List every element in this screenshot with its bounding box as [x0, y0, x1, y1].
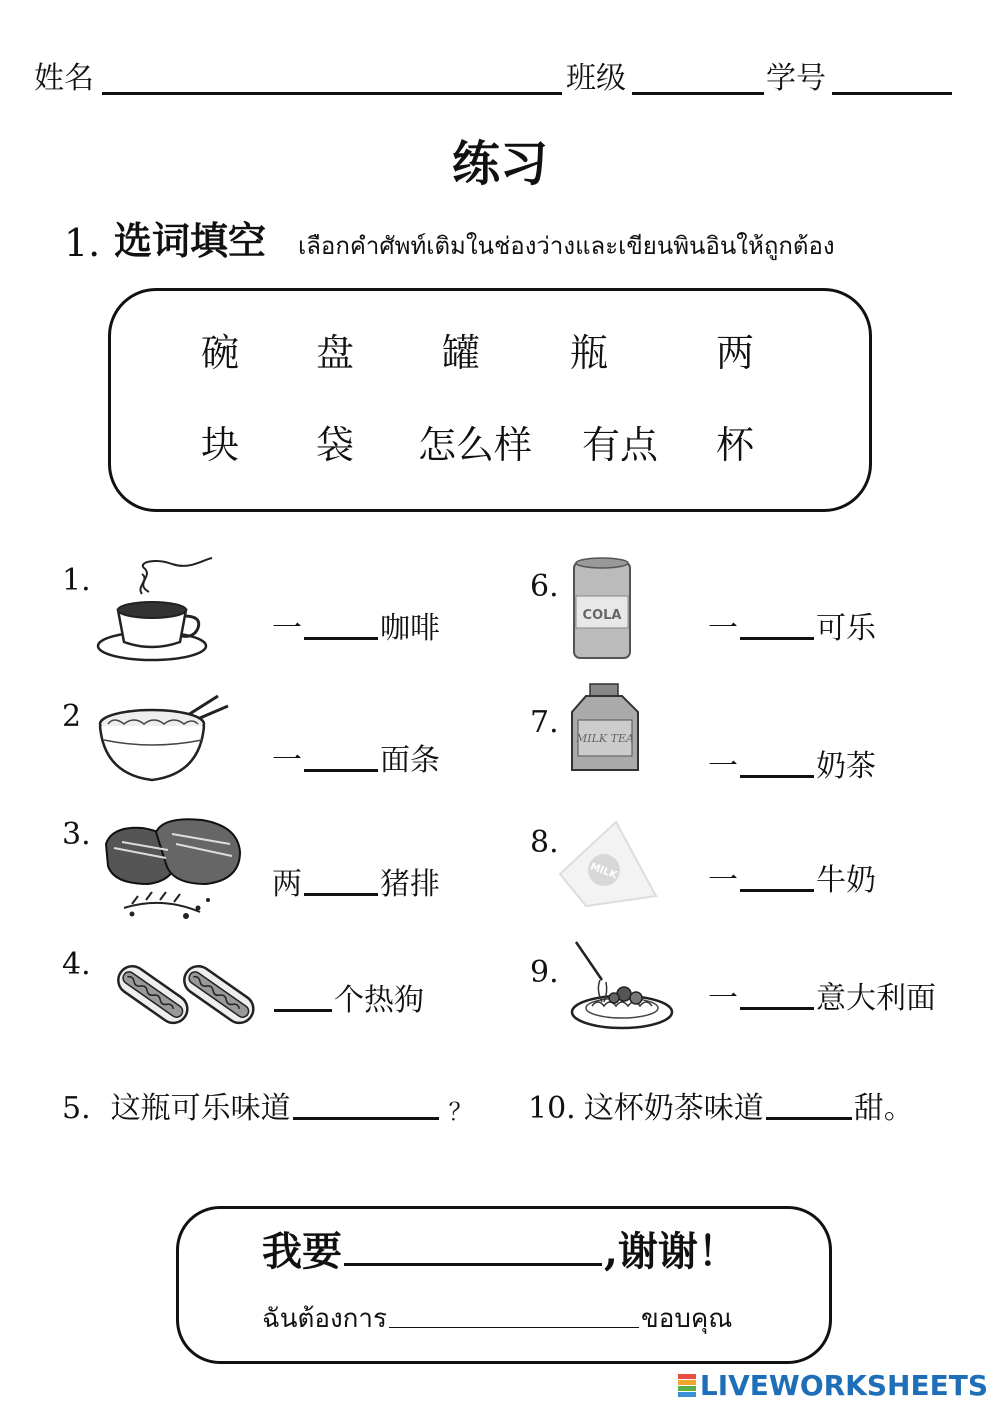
sentence-prefix: 我要 [262, 1228, 342, 1275]
noodle-bowl-icon [94, 694, 232, 786]
answer-blank[interactable] [740, 775, 814, 778]
spaghetti-plate-icon [570, 938, 676, 1032]
answer-blank[interactable] [304, 769, 378, 772]
question-prefix: 一 [708, 611, 738, 646]
answer-blank[interactable] [304, 893, 378, 896]
question-prefix: 一 [708, 863, 738, 898]
milk-bag-icon [556, 818, 660, 910]
milk-label: MILK [588, 861, 619, 882]
cola-label: COLA [582, 608, 622, 623]
word-bank-item[interactable]: 两 [716, 331, 755, 375]
answer-blank[interactable] [293, 1117, 439, 1120]
question-number: 7. [530, 705, 559, 740]
sentence-blank[interactable] [344, 1263, 602, 1266]
thai-prefix: ฉันต้องการ [262, 1304, 387, 1334]
question-suffix: 猪排 [380, 867, 440, 902]
milk-tea-label: MILK TEA [576, 732, 634, 745]
question-prefix: 这瓶可乐味道 [110, 1091, 291, 1126]
word-bank-item[interactable]: 碗 [201, 331, 240, 375]
word-bank-item[interactable]: 怎么样 [418, 423, 533, 467]
word-bank-item[interactable]: 罐 [442, 331, 481, 375]
question-2 [272, 743, 440, 778]
word-bank-item[interactable]: 袋 [316, 423, 355, 467]
section-instruction: เลือกคำศัพท์เติมในช่องว่างและเขียนพินอินให้ถูกต้อง [298, 232, 835, 260]
answer-blank[interactable] [766, 1117, 852, 1120]
milk-tea-bottle-icon [568, 682, 644, 774]
question-number: 3. [62, 817, 91, 852]
question-suffix: ？ [448, 1098, 473, 1126]
section-heading: 选词填空 [114, 218, 267, 263]
pork-chop-icon [102, 814, 242, 922]
thai-blank[interactable] [389, 1327, 639, 1328]
question-suffix: 牛奶 [816, 863, 876, 898]
liveworksheets-logo [678, 1369, 988, 1402]
word-bank-box [108, 288, 872, 512]
question-prefix: 一 [272, 611, 302, 646]
answer-blank[interactable] [740, 889, 814, 892]
question-suffix: 个热狗 [334, 983, 424, 1018]
question-prefix: 两 [272, 867, 302, 902]
answer-blank[interactable] [740, 1007, 814, 1010]
word-bank-item[interactable]: 瓶 [570, 331, 609, 375]
word-bank-item[interactable]: 有点 [582, 423, 659, 467]
question-number: 8. [530, 825, 559, 860]
question-5 [62, 1091, 473, 1126]
question-4 [272, 983, 424, 1018]
question-7 [708, 749, 876, 784]
page-title: 练习 [451, 136, 548, 192]
brand-mark-icon [678, 1374, 696, 1398]
hotdog-icon [112, 952, 258, 1036]
question-1 [272, 611, 440, 646]
question-number: 9. [530, 955, 559, 990]
word-bank-item[interactable]: 盘 [316, 331, 355, 375]
question-suffix: 甜。 [853, 1091, 914, 1126]
word-bank-item[interactable]: 杯 [716, 423, 755, 467]
thai-suffix: ขอบคุณ [641, 1304, 733, 1334]
class-label: 班级 [566, 61, 626, 96]
class-input-line[interactable] [632, 92, 764, 95]
question-number: 5. [62, 1091, 91, 1126]
question-number: 1. [62, 563, 91, 598]
student-no-label: 学号 [766, 61, 826, 96]
question-number: 2 [62, 699, 82, 734]
question-number: 6. [530, 569, 559, 604]
question-prefix: 一 [708, 981, 738, 1016]
sentence-line-2 [262, 1306, 732, 1332]
question-8 [708, 863, 876, 898]
question-suffix: 面条 [380, 743, 440, 778]
sentence-line-1 [262, 1228, 738, 1275]
section-number: 1. [64, 221, 101, 265]
question-3 [272, 867, 440, 902]
answer-blank[interactable] [740, 637, 814, 640]
brand-text: LIVEWORKSHEETS [699, 1369, 988, 1402]
question-prefix: 这杯奶茶味道 [583, 1091, 764, 1126]
sentence-suffix: ,谢谢！ [604, 1228, 738, 1275]
coffee-cup-icon [94, 554, 214, 666]
word-bank-item[interactable]: 块 [201, 423, 240, 467]
name-input-line[interactable] [102, 92, 562, 95]
name-label: 姓名 [34, 61, 94, 96]
student-no-input-line[interactable] [832, 92, 952, 95]
question-9 [708, 981, 936, 1016]
question-10 [528, 1091, 914, 1126]
answer-blank[interactable] [304, 637, 378, 640]
question-prefix: 一 [708, 749, 738, 784]
cola-can-icon [570, 556, 634, 662]
question-number: 4. [62, 947, 91, 982]
question-suffix: 奶茶 [816, 749, 876, 784]
question-6 [708, 611, 876, 646]
question-suffix: 意大利面 [816, 981, 936, 1016]
question-number: 10. [528, 1091, 576, 1126]
answer-blank[interactable] [274, 1009, 332, 1012]
question-prefix: 一 [272, 743, 302, 778]
question-suffix: 咖啡 [380, 611, 440, 646]
question-suffix: 可乐 [816, 611, 876, 646]
